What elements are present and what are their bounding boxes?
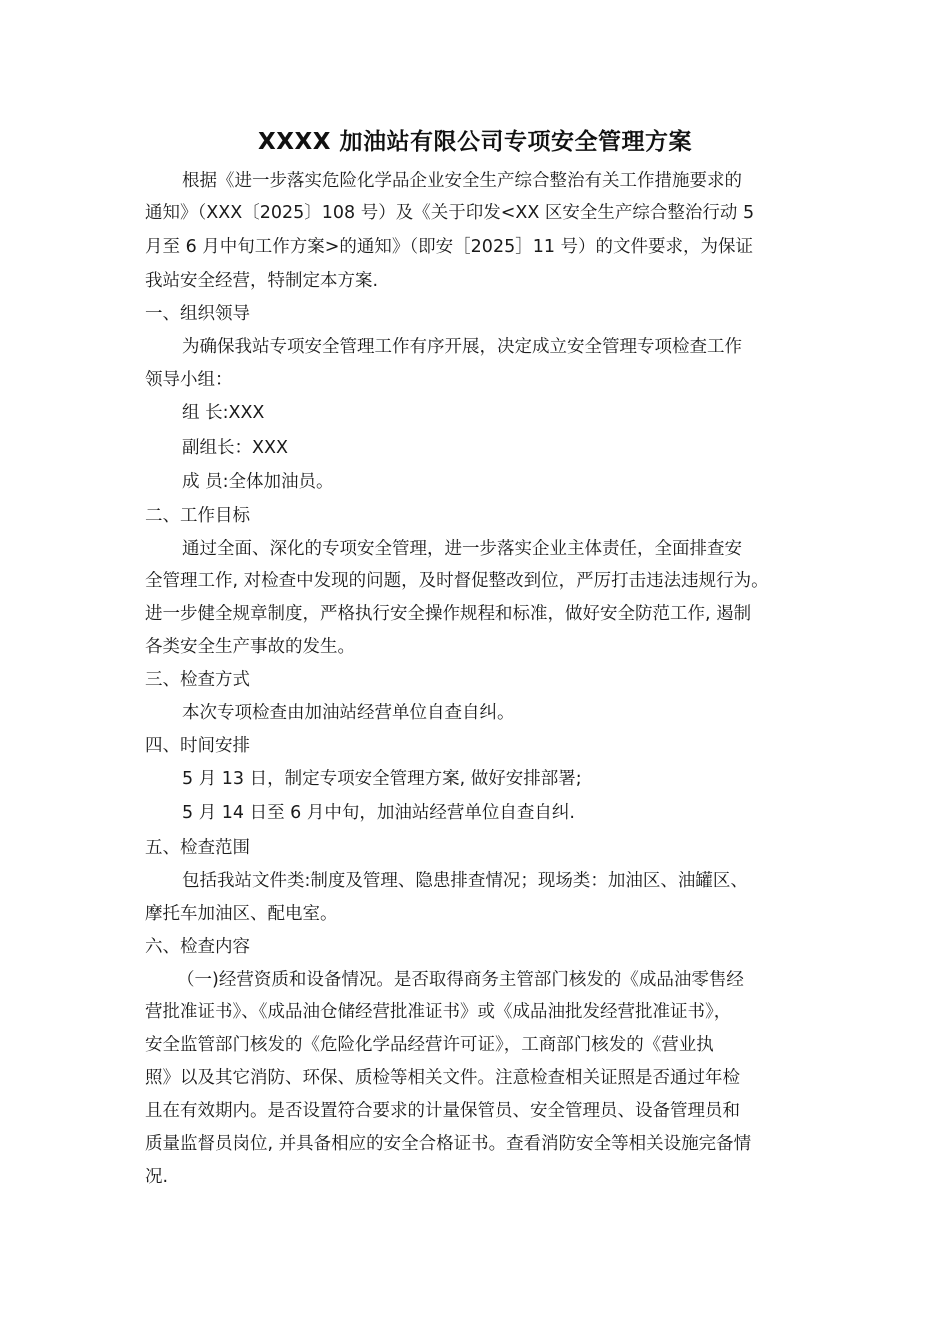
body-line: 组 长:XXX: [182, 403, 265, 423]
body-line: 我站安全经营，特制定本方案.: [145, 271, 379, 291]
body-line: 全管理工作, 对检查中发现的问题，及时督促整改到位，严厉打击违法违规行为。: [145, 571, 769, 591]
section-heading: 五、检查范围: [145, 838, 250, 858]
body-line: 通过全面、深化的专项安全管理，进一步落实企业主体责任，全面排查安: [182, 539, 742, 559]
body-line: 月至 6 月中旬工作方案>的通知》（即安［2025］11 号）的文件要求，为保证: [145, 237, 754, 257]
body-line: 照》以及其它消防、环保、质检等相关文件。注意检查相关证照是否通过年检: [145, 1068, 740, 1088]
section-heading: 六、检查内容: [145, 937, 250, 957]
body-line: 成 员:全体加油员。: [182, 472, 334, 492]
body-line: 为确保我站专项安全管理工作有序开展，决定成立安全管理专项检查工作: [182, 337, 742, 357]
body-line: 质量监督员岗位, 并具备相应的安全合格证书。查看消防安全等相关设施完备情: [145, 1134, 752, 1154]
body-line: （一)经营资质和设备情况。是否取得商务主管部门核发的《成品油零售经: [177, 970, 744, 990]
body-line: 安全监管部门核发的《危险化学品经营许可证》，工商部门核发的《营业执: [145, 1035, 714, 1055]
body-line: 包括我站文件类:制度及管理、隐患排查情况；现场类：加油区、油罐区、: [182, 871, 748, 891]
body-line: 各类安全生产事故的发生。: [145, 637, 355, 657]
body-line: 根据《进一步落实危险化学品企业安全生产综合整治有关工作措施要求的: [182, 171, 742, 191]
body-line: 摩托车加油区、配电室。: [145, 904, 338, 924]
body-line: 副组长：XXX: [182, 438, 288, 458]
section-heading: 四、时间安排: [145, 736, 250, 756]
section-heading: 二、工作目标: [145, 506, 250, 526]
body-line: 营批准证书》、《成品油仓储经营批准证书》或《成品油批发经营批准证书》，: [145, 1002, 732, 1022]
section-heading: 三、检查方式: [145, 670, 250, 690]
body-line: 况.: [145, 1167, 169, 1187]
body-line: 领导小组：: [145, 370, 233, 390]
body-line: 本次专项检查由加油站经营单位自查自纠。: [182, 703, 515, 723]
body-line: 5 月 14 日至 6 月中旬，加油站经营单位自查自纠.: [182, 803, 575, 823]
document-title: XXXX 加油站有限公司专项安全管理方案: [258, 129, 692, 155]
body-line: 通知》（XXX〔2025〕108 号）及《关于印发<XX 区安全生产综合整治行动 5: [145, 203, 755, 223]
section-heading: 一、组织领导: [145, 304, 250, 324]
body-line: 5 月 13 日，制定专项安全管理方案, 做好安排部署;: [182, 769, 582, 789]
body-line: 进一步健全规章制度，严格执行安全操作规程和标准，做好安全防范工作, 遏制: [145, 604, 752, 624]
body-line: 且在有效期内。是否设置符合要求的计量保管员、安全管理员、设备管理员和: [145, 1101, 740, 1121]
